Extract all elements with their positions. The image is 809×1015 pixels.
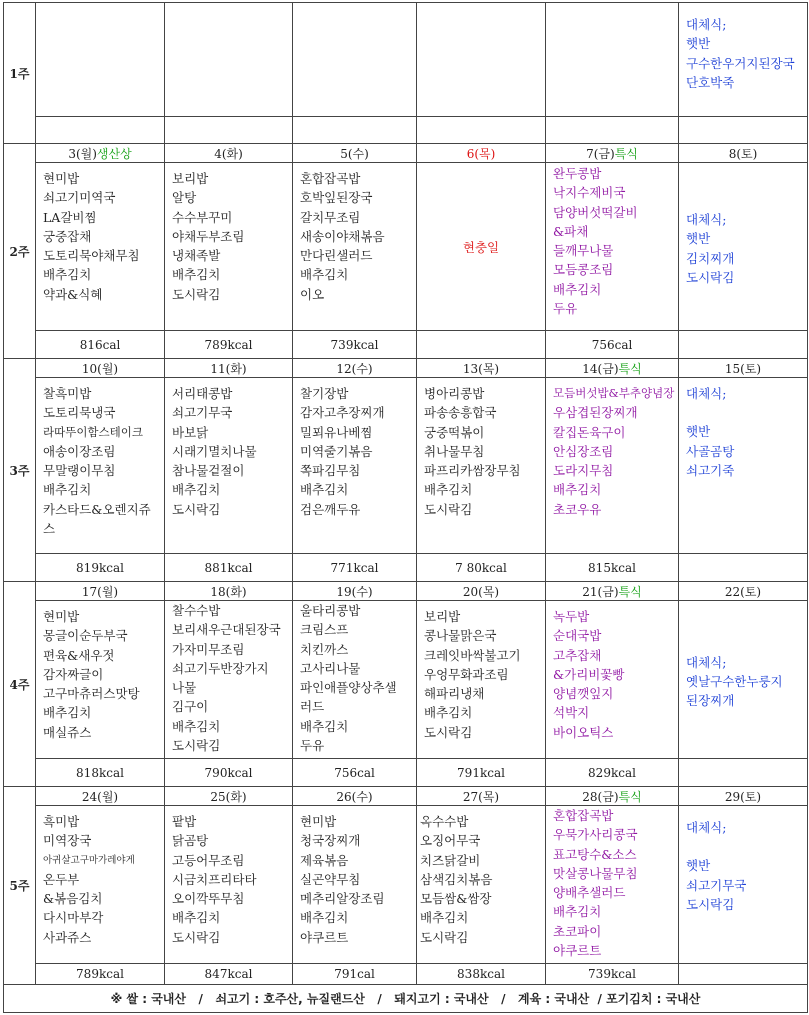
menu-item: 닭곰탕 xyxy=(172,833,209,849)
menu-item: 도시락김 xyxy=(686,896,735,912)
calorie-value: 881kcal xyxy=(165,554,293,582)
menu-item: 이오 xyxy=(300,286,325,302)
menu-item: 배추김치 xyxy=(43,705,92,721)
menu-item: 배추김치 xyxy=(43,482,92,498)
menu-item: 흑미밥 xyxy=(43,814,80,829)
calorie-value: 791kcal xyxy=(417,759,546,787)
day-header: 13(목) xyxy=(417,359,546,378)
menu-item: 대체식; xyxy=(686,211,727,227)
menu-item: 표고탕수&소스 xyxy=(553,846,637,862)
menu-item: 혼합잡곡밥 xyxy=(553,808,614,823)
week-label: 4주 xyxy=(4,582,36,787)
menu-item: 대체식; xyxy=(686,17,727,32)
menu-cell-sat xyxy=(679,601,808,759)
menu-cell xyxy=(293,601,417,759)
week5-menu-row xyxy=(4,806,808,964)
menu-item: 삼색김치볶음 xyxy=(420,871,493,887)
day-header: 11(화) xyxy=(165,359,293,378)
day-header: 12(수) xyxy=(293,359,417,378)
menu-cell xyxy=(36,601,165,759)
menu-item: 고등어무조림 xyxy=(172,852,245,868)
menu-item: 햇반 xyxy=(686,858,711,874)
menu-item: 치킨까스 xyxy=(300,641,349,657)
menu-item: 바이오틱스 xyxy=(553,724,614,740)
menu-item: 모듬쌈&쌈장 xyxy=(420,891,492,907)
menu-cell-sat xyxy=(679,163,808,331)
menu-cell xyxy=(36,163,165,331)
menu-item: 양념깻잎지 xyxy=(553,686,614,702)
calorie-value: 756cal xyxy=(293,759,417,787)
menu-item: 현미밥 xyxy=(43,171,80,186)
menu-cell xyxy=(165,378,293,554)
menu-item: 시래기멸치나물 xyxy=(172,443,257,459)
menu-item: 만다린샐러드 xyxy=(300,248,373,264)
menu-item: &파채 xyxy=(553,223,589,239)
cal-cell xyxy=(293,117,417,144)
menu-item: 바보닭 xyxy=(172,424,209,440)
menu-item: 초코파이 xyxy=(553,923,602,939)
day-header: 20(목) xyxy=(417,582,546,601)
calorie-value: 838kcal xyxy=(417,964,546,985)
menu-cell xyxy=(417,601,546,759)
day-header: 7(금)특식 xyxy=(546,144,679,163)
day-header-holiday: 6(목) xyxy=(417,144,546,163)
menu-item: 새송이야채볶음 xyxy=(300,228,385,244)
menu-item: 쇠고기죽 xyxy=(686,462,735,478)
menu-item: 도시락김 xyxy=(686,269,735,285)
menu-item: &볶음김치 xyxy=(43,891,103,907)
menu-item: 궁중잡채 xyxy=(43,228,92,244)
menu-item: 미역장국 xyxy=(43,833,92,849)
menu-item: 배추김치 xyxy=(553,482,602,498)
menu-item: 야쿠르트 xyxy=(553,943,602,959)
day-header: 5(수) xyxy=(293,144,417,163)
week-label: 5주 xyxy=(4,787,36,985)
week5-day-row xyxy=(4,787,808,806)
week4-menu-row xyxy=(4,601,808,759)
calorie-value: 789kcal xyxy=(165,331,293,359)
menu-cell-sat xyxy=(679,378,808,554)
week4-cal-row xyxy=(4,759,808,787)
menu-cell-special xyxy=(546,378,679,554)
menu-item: 배추김치 xyxy=(172,718,221,734)
week-label: 1주 xyxy=(4,3,36,144)
menu-item: 도토리묵야채무침 xyxy=(43,248,140,264)
calorie-value xyxy=(679,759,808,787)
menu-item: 콩나물맑은국 xyxy=(424,628,497,644)
menu-item: 배추김치 xyxy=(424,482,473,498)
menu-item: 미역줄기볶음 xyxy=(300,443,373,459)
menu-item: 수수부꾸미 xyxy=(172,209,233,225)
menu-table xyxy=(3,2,808,1013)
cal-cell xyxy=(546,117,679,144)
menu-item: 순대국밥 xyxy=(553,628,602,644)
menu-item: 제육볶음 xyxy=(300,852,349,868)
day-header: 27(목) xyxy=(417,787,546,806)
calorie-value xyxy=(679,331,808,359)
week2-menu-row xyxy=(4,163,808,331)
calorie-value: 789kcal xyxy=(36,964,165,985)
week3-cal-row xyxy=(4,554,808,582)
week3-menu-row xyxy=(4,378,808,554)
menu-item: 맛살콩나물무침 xyxy=(553,865,638,881)
menu-item: 갈치무조림 xyxy=(300,209,361,225)
calorie-value: 847kcal xyxy=(165,964,293,985)
calorie-value: 791cal xyxy=(293,964,417,985)
menu-item: 모듬콩조림 xyxy=(553,262,614,278)
menu-item: 편육&새우젓 xyxy=(43,647,115,663)
menu-item: 낙지수제비국 xyxy=(553,185,626,201)
menu-item: 파인애플양상추샐 xyxy=(300,680,397,696)
calorie-value xyxy=(679,964,808,985)
menu-item: 쇠고기무국 xyxy=(172,405,233,421)
menu-item: 찰흑미밥 xyxy=(43,386,92,401)
menu-item: 찰기장밥 xyxy=(300,386,349,401)
menu-item: 고사리나물 xyxy=(300,660,361,676)
menu-item: 찰수수밥 xyxy=(172,603,221,618)
menu-item: &가리비꽃빵 xyxy=(553,666,625,682)
menu-item: 도시락김 xyxy=(172,738,221,754)
menu-item xyxy=(686,837,805,856)
menu-item: 라따뚜이함스테이크 xyxy=(43,424,143,439)
week5-cal-row xyxy=(4,964,808,985)
menu-item: 김구이 xyxy=(172,699,209,715)
day-header: 26(수) xyxy=(293,787,417,806)
cal-cell xyxy=(36,117,165,144)
menu-item: 들깨무나물 xyxy=(553,243,614,259)
menu-cell xyxy=(165,163,293,331)
day-header: 21(금)특식 xyxy=(546,582,679,601)
menu-cell xyxy=(417,3,546,117)
menu-item: 궁중떡볶이 xyxy=(424,424,485,440)
calorie-value xyxy=(417,331,546,359)
menu-item: 오징어무국 xyxy=(420,833,481,849)
menu-item: 초코우유 xyxy=(553,501,602,517)
menu-item: 오이깍뚜무침 xyxy=(172,891,245,907)
menu-item: 사과쥬스 xyxy=(43,929,92,945)
menu-item: 해파리냉채 xyxy=(424,686,485,702)
menu-item: 고추잡채 xyxy=(553,647,602,663)
calorie-value: 756cal xyxy=(546,331,679,359)
menu-item: 대체식; xyxy=(686,820,727,835)
menu-item: 혼합잡곡밥 xyxy=(300,171,361,186)
day-header: 10(월) xyxy=(36,359,165,378)
menu-item: 몽글이순두부국 xyxy=(43,628,128,644)
menu-item: 가자미무조림 xyxy=(172,641,245,657)
menu-item: 모듬버섯밥&부추양념장 xyxy=(553,386,675,400)
menu-item: 크레잇바싹불고기 xyxy=(424,647,521,663)
menu-item: 김치찌개 xyxy=(686,250,735,266)
menu-cell xyxy=(36,3,165,117)
footer-row xyxy=(4,985,808,1013)
menu-item: 도시락김 xyxy=(420,929,469,945)
day-header: 25(화) xyxy=(165,787,293,806)
menu-item: 치즈닭갈비 xyxy=(420,852,481,868)
menu-item: 쪽파김무침 xyxy=(300,463,361,479)
menu-cell xyxy=(36,378,165,554)
calorie-value: 815kcal xyxy=(546,554,679,582)
menu-item: 아귀살고구마가레야게 xyxy=(43,854,135,866)
menu-item xyxy=(686,403,805,422)
menu-item: 우엉무화과조림 xyxy=(424,666,509,682)
menu-item: 현미밥 xyxy=(300,814,337,829)
menu-item: 칼집돈육구이 xyxy=(553,424,626,440)
day-header: 17(월) xyxy=(36,582,165,601)
menu-item: 온두부 xyxy=(43,871,80,887)
menu-cell xyxy=(165,806,293,964)
menu-item: 파프리카쌈장무침 xyxy=(424,463,521,479)
menu-item: 배추김치 xyxy=(420,910,469,926)
day-header: 14(금)특식 xyxy=(546,359,679,378)
menu-item: 옛날구수한누룽지 xyxy=(686,673,783,689)
menu-cell xyxy=(417,806,546,964)
week-label: 3주 xyxy=(4,359,36,582)
menu-cell-special xyxy=(546,601,679,759)
menu-item: 대체식; xyxy=(686,654,727,670)
calorie-value: 818kcal xyxy=(36,759,165,787)
menu-item: 안심장조림 xyxy=(553,443,614,459)
menu-cell xyxy=(293,3,417,117)
menu-item: LA갈비찜 xyxy=(43,209,97,225)
menu-cell xyxy=(417,378,546,554)
week1-menu-row xyxy=(4,3,808,117)
menu-item: 약과&식혜 xyxy=(43,286,103,302)
menu-item: 카스타드&오렌지쥬스 xyxy=(43,501,151,537)
menu-item: 팥밥 xyxy=(172,814,197,829)
menu-item: 배추김치 xyxy=(424,705,473,721)
menu-item: 사골곰탕 xyxy=(686,443,735,459)
menu-item: 감자고추장찌개 xyxy=(300,405,385,421)
menu-item: 크림스프 xyxy=(300,622,349,638)
calorie-value: 819kcal xyxy=(36,554,165,582)
menu-item: 구수한우거지된장국 xyxy=(686,55,795,71)
day-header: 3(월)생산상 xyxy=(36,144,165,163)
menu-cell xyxy=(165,3,293,117)
menu-cell xyxy=(293,378,417,554)
week2-cal-row xyxy=(4,331,808,359)
menu-item: 보리밥 xyxy=(424,609,461,624)
menu-cell xyxy=(293,806,417,964)
menu-cell-sat xyxy=(679,3,808,117)
menu-item: 고구마츄러스맛탕 xyxy=(43,686,140,702)
menu-item: 도라지무침 xyxy=(553,463,614,479)
week-label: 2주 xyxy=(4,144,36,359)
menu-item: 녹두밥 xyxy=(553,609,590,624)
menu-item: 옥수수밥 xyxy=(420,814,469,829)
menu-cell xyxy=(165,601,293,759)
menu-item: 도시락김 xyxy=(172,929,221,945)
menu-item: 러드 xyxy=(300,699,325,715)
menu-item: 배추김치 xyxy=(300,910,349,926)
menu-item: 담양버섯떡갈비 xyxy=(553,204,638,220)
menu-cell xyxy=(36,806,165,964)
calorie-value: 829kcal xyxy=(546,759,679,787)
week4-day-row xyxy=(4,582,808,601)
week2-day-row xyxy=(4,144,808,163)
menu-item: 배추김치 xyxy=(553,281,602,297)
menu-item: 울타리콩밥 xyxy=(300,603,361,618)
menu-item: 청국장찌개 xyxy=(300,833,361,849)
menu-cell xyxy=(546,3,679,117)
menu-item: 햇반 xyxy=(686,36,711,52)
menu-item: 배추김치 xyxy=(172,267,221,283)
menu-item: 도시락김 xyxy=(424,724,473,740)
menu-item: 쇠고기미역국 xyxy=(43,190,116,206)
week3-day-row xyxy=(4,359,808,378)
menu-item: 배추김치 xyxy=(553,904,602,920)
menu-item: 다시마부각 xyxy=(43,910,104,926)
menu-item: 배추김치 xyxy=(300,482,349,498)
menu-item: 야쿠르트 xyxy=(300,929,349,945)
menu-item: 배추김치 xyxy=(172,910,221,926)
menu-item: 현미밥 xyxy=(43,609,80,624)
calorie-value: 739kcal xyxy=(293,331,417,359)
menu-item: 알탕 xyxy=(172,190,197,206)
calorie-value: 7 80kcal xyxy=(417,554,546,582)
menu-item: 우삼겹된장찌개 xyxy=(553,405,638,421)
menu-item: 밀푀유나베찜 xyxy=(300,424,373,440)
menu-item: 메추리알장조림 xyxy=(300,891,385,907)
calorie-value: 816cal xyxy=(36,331,165,359)
day-header: 18(화) xyxy=(165,582,293,601)
week1-cal-row xyxy=(4,117,808,144)
menu-item: 호박잎된장국 xyxy=(300,190,373,206)
day-header: 4(화) xyxy=(165,144,293,163)
menu-item: 양배추샐러드 xyxy=(553,885,626,901)
menu-item: 석박지 xyxy=(553,705,590,721)
day-header: 28(금)특식 xyxy=(546,787,679,806)
menu-item: 된장찌개 xyxy=(686,693,735,709)
origin-footnote: ※ 쌀 : 국내산 / 쇠고기 : 호주산, 뉴질랜드산 / 돼지고기 : 국내산 / 계육 : 국내산 / 포기김치 : 국내산 xyxy=(4,985,808,1013)
day-header: 8(토) xyxy=(679,144,808,163)
menu-cell xyxy=(293,163,417,331)
menu-item: 두유 xyxy=(553,301,578,317)
menu-item: 배추김치 xyxy=(43,267,92,283)
menu-item: 취나물무침 xyxy=(424,443,485,459)
day-header: 24(월) xyxy=(36,787,165,806)
cal-cell xyxy=(679,117,808,144)
menu-item: 매실쥬스 xyxy=(43,724,92,740)
calorie-value: 771kcal xyxy=(293,554,417,582)
cal-cell xyxy=(165,117,293,144)
menu-item: 시금치프리타타 xyxy=(172,871,257,887)
menu-item: 대체식; xyxy=(686,386,727,401)
menu-item: 도시락김 xyxy=(172,501,221,517)
menu-item: 완두콩밥 xyxy=(553,166,602,181)
menu-item: 병아리콩밥 xyxy=(424,386,485,401)
menu-item: 보리밥 xyxy=(172,171,209,186)
menu-item: 도토리묵냉국 xyxy=(43,405,116,421)
menu-cell-sat xyxy=(679,806,808,964)
menu-item: 참나물겉절이 xyxy=(172,463,245,479)
menu-item: 실곤약무침 xyxy=(300,871,361,887)
menu-item: 단호박죽 xyxy=(686,74,735,90)
menu-item: 야채두부조림 xyxy=(172,228,245,244)
menu-item: 쇠고기두반장가지 xyxy=(172,660,269,676)
menu-item: 감자짜글이 xyxy=(43,666,104,682)
menu-item: 두유 xyxy=(300,738,325,754)
day-header: 15(토) xyxy=(679,359,808,378)
menu-item: 도시락김 xyxy=(172,286,221,302)
menu-item: 배추김치 xyxy=(172,482,221,498)
menu-item: 배추김치 xyxy=(300,267,349,283)
menu-item: 배추김치 xyxy=(300,718,349,734)
holiday-cell xyxy=(417,163,546,331)
menu-item: 우묵가사리콩국 xyxy=(553,827,638,843)
menu-item: 서리태콩밥 xyxy=(172,386,233,401)
menu-item: 애송이장조림 xyxy=(43,443,116,459)
day-header: 29(토) xyxy=(679,787,808,806)
menu-item: 햇반 xyxy=(686,231,711,247)
menu-item: 도시락김 xyxy=(424,501,473,517)
menu-item: 무말랭이무침 xyxy=(43,463,116,479)
menu-cell-special xyxy=(546,806,679,964)
calorie-value xyxy=(679,554,808,582)
day-header: 19(수) xyxy=(293,582,417,601)
menu-item: 나물 xyxy=(172,680,197,696)
cal-cell xyxy=(417,117,546,144)
menu-item: 검은깨두유 xyxy=(300,501,361,517)
menu-item: 파송송흥합국 xyxy=(424,405,497,421)
menu-item: 냉채족발 xyxy=(172,248,221,264)
holiday-label: 현충일 xyxy=(462,239,500,255)
calorie-value: 739kcal xyxy=(546,964,679,985)
calorie-value: 790kcal xyxy=(165,759,293,787)
day-header: 22(토) xyxy=(679,582,808,601)
menu-cell-special xyxy=(546,163,679,331)
menu-item: 쇠고기무국 xyxy=(686,877,747,893)
menu-item: 보리새우근대된장국 xyxy=(172,622,281,638)
menu-item: 햇반 xyxy=(686,424,711,440)
